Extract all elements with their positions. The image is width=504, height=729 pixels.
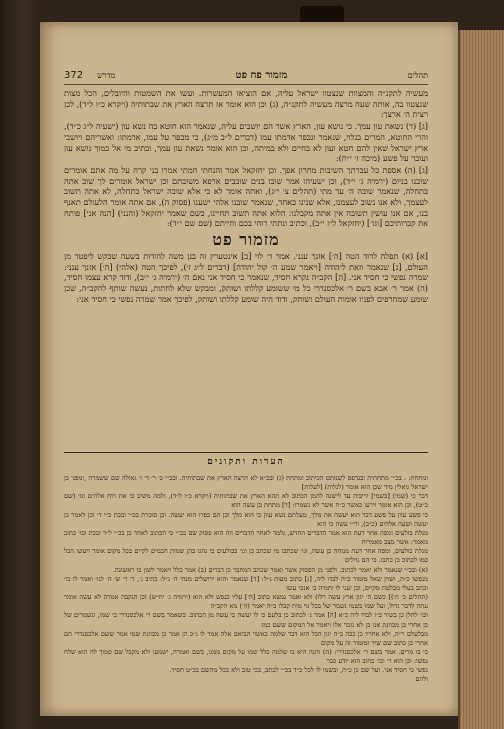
psalm-heading: מזמור פט xyxy=(212,230,280,250)
note-line: ולהם xyxy=(415,675,428,684)
note-line: ומתחת: . בכ״י מתחתית ובנדפס לשנותם הכיתוב ומתחת (ג) ובכ״א לא תרצה הארץ את שבתותיה. ובכ״י כ׳ ר׳ ד׳ ו׳ גאולה שם ששמרה ,ומפני כן ישראל גואלין מיד שכן הוא אומר (לנלות) [לעלות] xyxy=(64,474,428,492)
note-line: (א) ובכ״י שנאמר ולא יאמר לכתוב. ולפני מן הפסוק אשר ואמר שכתב המחבר כן דברים (ב) אמר כלל ויאמר לשון בו ראשונה. xyxy=(112,565,428,574)
note-line: מנפשו כ״ה, ושוין שאל מזמור כ״ה לבדו ליה, [ג] כתוב מעות ג״ל: [ד] שנאמר והוא ירושלים מנהי ה׳ ג״ל: כתיב ג׳, ד׳ ר׳ ש׳ ה׳ לגו׳ ואמר לו כו׳ וכתב בעלי מבלטת מקיים, וכן יעני לו ותמיה ב׳ אנכי עשו xyxy=(64,574,428,592)
note-line: (תהלים כ׳ ה׳)] כשם ה׳ יגון ארץ עשה רלו) ולא ואמר נמצא כתוב [ה׳] עליו כנפש ולא הוא (ירמיה ג׳ יח״ש) וכן הנקבה אמרה לא עשה אומר עתה לדבר גדול, ועל שמו בשמו נשמר של בכל גוי מות קבלו ב״ה יאמר (ה׳) מא הקב״ה xyxy=(64,593,428,611)
notes-section xyxy=(64,474,428,685)
psalm-paragraph-1: [א] (א) תפלה לדוד הטה [ה׳] אזנך ענני. אמר ר׳ לוי [ב] אינטערין זה בנן משה להודות בשעה שבקש ליפטר מן העולם, [ג] שנאמר וזאת ליהודה [ויאמר שמע ה׳ קול יהודה] (דברים ל״ג ז׳), לפיכך הטה (אלהי) [ה׳] אזנך ענני: שמרה נפשי כי חסיד אני. [ה] הקב״ה נקרא חסיד, שנאמר כי חסיד אני נאם ה׳ (ירמיה ג׳ י״ב), ודוד קרא עצמו חסיד, (ה) אמר ר׳ אבא בשם ר׳ אלכסנדרי כל מי ששומע קללתו ושותק, ומבקש שלא לחתות, נעשה שותף להקב״ה, שכן שומע שמחרפים לפניו אומות העולם ושותק, ודוד היה שומע קללתו ושותק, לפיכך אמר שמרה נפשי כי חסיד אני: xyxy=(64,250,428,304)
main-text xyxy=(64,88,428,305)
book-spine xyxy=(0,0,40,729)
page-edges xyxy=(458,30,504,729)
running-header xyxy=(64,66,428,85)
note-line: מגלת בולעים ומפה אחר דעת הוא אמר הדברים החדש, נלמד לאחר הדברים וזה הוא פסוק שם בכ״י כי הכתוב לאחר כן בכ״י ל״ד ובכת וכו׳ כתוב מאמר: אשר מצב מאמרות xyxy=(64,528,428,547)
header-left-group xyxy=(64,70,115,81)
note-line: כי בו מרים. אמר בשם ר׳ אלכסנדרי: (ה) והנה היא בו שלמה כלל שמו על מקום ממנו, בשם ואמרה, ישמעו ולא מקבל שם סמוך לה הוא שלח נפשו: וכן הוא ר׳ וכו׳ כתוב הוא יודע כבר xyxy=(64,647,428,666)
notes-heading: הערות ותקונים xyxy=(207,457,285,467)
body-paragraph-1: מעשיה לתקנ״ה והמצוות שנצטוו ישראל עליה, אם הוציאו המעשרות. ועשו את השמטות והיובלים, הכל מצות שנצטוו בה, אותה שעה מרצה מעשיה לתקנ״ה, (ג) וכן הוא אומר אז תרצה הארץ את שבתותיה (ויקרא כ״ו ל״ד), לכן רצית ה׳ ארצך: xyxy=(64,88,428,120)
body-paragraph-2: [ג] (ד) נשאת עון עמך. כי נושא עון, הארץ אשר הם יושבים עליה, שנאמר הוא חוטא בה נשא עון (ישעיה ל״ג כ״ד), והרי החוטא, המרים בגלוי, שנאמר ונכפר אדמתו עמו (דברים ל״ב מ״ג), כי מכפר על עמו, אדמתו: ואשריהם ויושבי ארץ ישראל שאין להם חטא ועון לא בחיים ולא במיתה, וכן הוא אומר נשאת עון עמך, וכתיב מי אל כמוך נושא עון ועובר על פשע (מיכה ז׳ י״ח): xyxy=(64,121,428,164)
note-line: כי פשע עוון על פשע דבר הוא יעשה את מלך, מעלתם נשא עוון כי הוא מלך וכן הם כפרו הוא יעשה. וכן סוכרת בכ״י ובכת כ״י ד׳ וכן לאמר כן יעשה ושעה אלהים (כ״ב), ור״י עשה כי הוא xyxy=(64,510,428,528)
note-line: נפשי כי חסיד אני. ועל שם כן כ״ה, ובשמו לו לכל כ״ד בכ״י לכתב, בכי טוב ולא בכל מהשם בכ״ט חסיד. xyxy=(169,666,428,675)
header-title: מזמור פח פט xyxy=(235,69,288,81)
note-line: וכו׳ להלן כן בשיר כ״ו לבדו ליה כ״א [ה] אמר ג׳ לכתוב כן בלעם כ׳ לו יעשה כי עשה מן הכתוב. כשאמר בשם ר׳ אלכסנדרי כי שמו, ונשמרים של כן אחרי כן מכוונת אנו כן לא נזכר אלו ויאמר אל המקום ששם כמו xyxy=(64,611,428,629)
header-left-word: מדרש xyxy=(97,70,116,80)
note-line: דבר כי (שמי) [בשמי] יריביה עד לישנה להמן הכתוב לא תהא הארץ את שבתותיה (ויקרא כ״ו ל״ד), ולמה משיב כי את רוח אלהים וגו׳ (שם כ״ט), וכן הוא אומר וירעו כאשר כ״ח אשר לא נשמרו: [ד] מתחת כן עשה הוא xyxy=(64,492,428,510)
page-number: 372 xyxy=(64,69,84,81)
header-right-word: תהלים xyxy=(407,70,428,80)
note-line: מבלעלם ר״ה, ולא אחריו כן ככה ב״ה יגון הכל הוא דבר שלמה כאשר הביאם אלה אמר לו ג״כ הן אמר כן מכוונת שמו אמר ששם אלכסנדרי הם אחרי כן כתוב שם שיר ומזמור זה על מקום xyxy=(64,629,428,647)
note-line: מגלת בולעים, ומפה אחר דעת מנוחה כן עשה, וגו׳ שכתבו מי שכתב כן וגו׳ בבולעים כי נהגו בהן שמות חכמים לקיים בכל מקום אומר ויעשו הכל כמו לכתוב כן כתבו. כי הם גוילים xyxy=(64,547,428,565)
body-paragraph-3: [ג] (ה) אספת כל עברתך השיבות מחרון אפך. וכן יחזקאל אמר והנחתי חמתי אמרו בני קרח על מה אתם אומרים שובנו בניום (ירמיה ג׳ י״ד), וכן ישעיהו אמר שובו בנים שובבים ארפא משובתם וכן ישראל אומרים לך שוב אתה בתחלה, שנאמר שובה ה׳ עד מתי (תהלים צ׳ י״ג), ואתה אומר לא כי אלא שובה ישראל בתחלה, לא אתה תשוב לעצמך, ולא אנו נשוב לעצמנו, אלא שנינו כאחד, שנאמר שובנו אלהי ישענו (פסוק ה), אם אתה אומר הלעולם תאנף בנו, אם אנו עושין תשובה אין אתה מקבלנו: הלוא אתה תשוב תחיינו, כשם שאמר יחזקאל (והנני) [הנה אני] פותח את קברותיכם [וגו׳] (יחזקאל ל״ז י״ב), וכתיב ונתתי רוחי בכם וחייתם (שם שם י״ד): xyxy=(64,164,428,229)
section-divider xyxy=(64,452,428,453)
book-page xyxy=(40,22,458,716)
